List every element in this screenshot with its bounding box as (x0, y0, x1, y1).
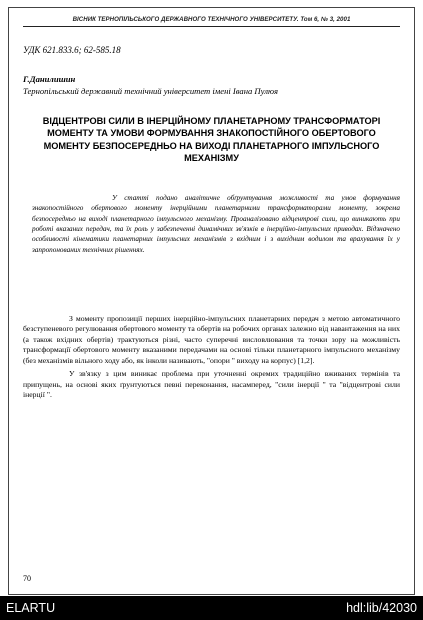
body-paragraph: У зв'язку з цим виникає проблема при уточненні окремих традиційно вживаних термінів та припущень, на основі яких ґрунтуються певні переконання, насамперед, "сили інерції " та "відцентрові сили інерції ". (23, 369, 400, 400)
repository-name: ELARTU (6, 601, 56, 615)
handle-id: hdl:lib/42030 (346, 601, 417, 615)
journal-header: ВІСНИК ТЕРНОПІЛЬСЬКОГО ДЕРЖАВНОГО ТЕХНІЧНОГО УНІВЕРСИТЕТУ. Том 6, № 3, 2001 (72, 16, 351, 23)
journal-page (8, 7, 415, 595)
author-affiliation: Тернопільський державний технічний університет імені Івана Пулюя (23, 86, 279, 96)
udk-code: УДК 621.833.6; 62-585.18 (23, 45, 121, 55)
repository-footer (0, 596, 423, 620)
page-number: 70 (23, 574, 31, 583)
header-rule (23, 26, 400, 27)
abstract: У статті подано аналітичне обґрунтування можливості та умов формування знакопостійного обертового моменту інерційними планетарними трансформаторами моменту, зокрема безпосередньо на виході планетарного імпульсного механізму. Проаналізовано відцентрові сили, що виникають при роботі вказаних передач, та їх роль у забезпеченні динамічних зв'язків в інерційно-імпульсних приводах. Відзначено особливості кінематики планетарних імпульсних механізмів з вхідним і з вихідним водилом та врахування їх у запропонованих технічних рішеннях. (32, 194, 400, 254)
article-title: ВІДЦЕНТРОВІ СИЛИ В ІНЕРЦІЙНОМУ ПЛАНЕТАРНОМУ ТРАНСФОРМАТОРІ МОМЕНТУ ТА УМОВИ ФОРМУВАННЯ ЗНАКОПОСТІЙНОГО ОБЕРТОВОГО МОМЕНТУ БЕЗПОСЕРЕДНЬО НА ВИХОДІ ПЛАНЕТАРНОГО ІМПУЛЬСНОГО МЕХАНІЗМУ (42, 116, 381, 163)
author-name: Г.Данилишин (23, 74, 76, 84)
body-paragraph: З моменту пропозиції перших інерційно-імпульсних планетарних передач з метою автоматичного безступеневого регулювання обертового моменту та обертів на робочих органах залежно від навантаження на них (а також вхідних обертів) трактуються різні, часто суперечні висловлювання та точки зору на можливість трансформації обертового моменту вказаними передачами на основі тільки планетарного імпульсного механізму (без механізмів вільного ходу або, як інколи називають, "опори " виходу на корпус) [1,2]. (23, 314, 400, 365)
body-text (23, 314, 400, 401)
